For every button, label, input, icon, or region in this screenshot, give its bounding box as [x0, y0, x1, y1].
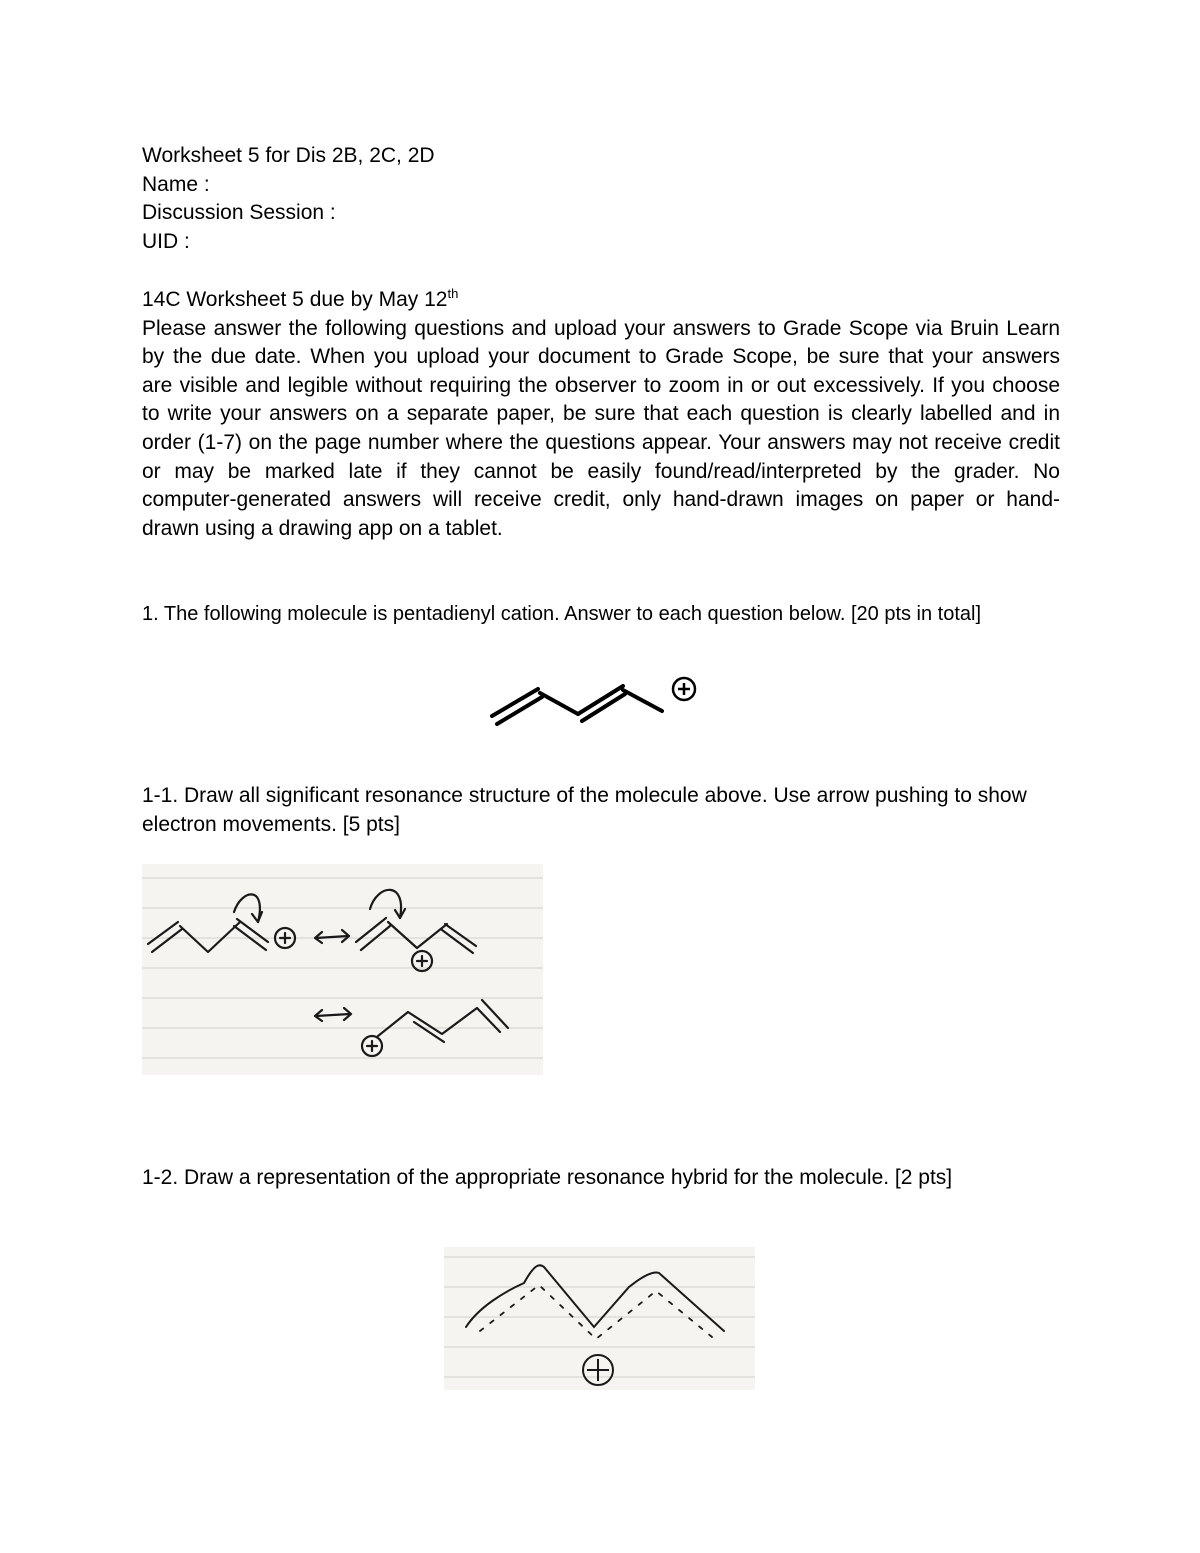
instructions-line: by the due date. When you upload your document to Grade Scope, be sure that your answers	[142, 345, 1060, 369]
instructions-line: Please answer the following questions and upload your answers to Grade Scope via Bruin Learn	[142, 316, 1060, 340]
instructions-line: are visible and legible without requiring the observer to zoom in or out excessively. If you choose	[142, 373, 1060, 397]
instructions-line: computer-generated answers will receive credit, only hand-drawn images on paper or hand-	[142, 488, 1060, 512]
uid-label: UID :	[142, 229, 190, 253]
pentadienyl-cation-structure	[480, 668, 710, 732]
handwritten-resonance-hybrid	[444, 1247, 755, 1390]
handwritten-resonance-structures	[142, 864, 543, 1075]
instructions-line: drawn using a drawing app on a tablet.	[142, 516, 503, 540]
header-block	[142, 142, 1060, 256]
question-1-text: 1. The following molecule is pentadienyl cation. Answer to each question below. [20 pts in total]	[142, 603, 982, 625]
instructions-block	[142, 286, 1060, 543]
discussion-session-label: Discussion Session :	[142, 201, 336, 225]
worksheet-title: Worksheet 5 for Dis 2B, 2C, 2D	[142, 144, 435, 167]
instructions-paragraph	[142, 315, 1060, 544]
instructions-line: or may be marked late if they cannot be easily found/read/interpreted by the grader. No	[142, 459, 1060, 483]
instructions-line: to write your answers on a separate paper, be sure that each question is clearly labelled and in	[142, 402, 1060, 426]
instructions-line: order (1-7) on the page number where the questions appear. Your answers may not receive credit	[142, 430, 1060, 454]
due-date-superscript: th	[447, 286, 459, 301]
question-1-1-text: 1-1. Draw all significant resonance structure of the molecule above. Use arrow pushing to show electron movements. [5 pts]	[142, 784, 1027, 836]
question-1-2-text: 1-2. Draw a representation of the appropriate resonance hybrid for the molecule. [2 pts]	[142, 1166, 953, 1189]
name-label: Name :	[142, 172, 210, 196]
due-date-line: 14C Worksheet 5 due by May 12th	[142, 286, 459, 311]
